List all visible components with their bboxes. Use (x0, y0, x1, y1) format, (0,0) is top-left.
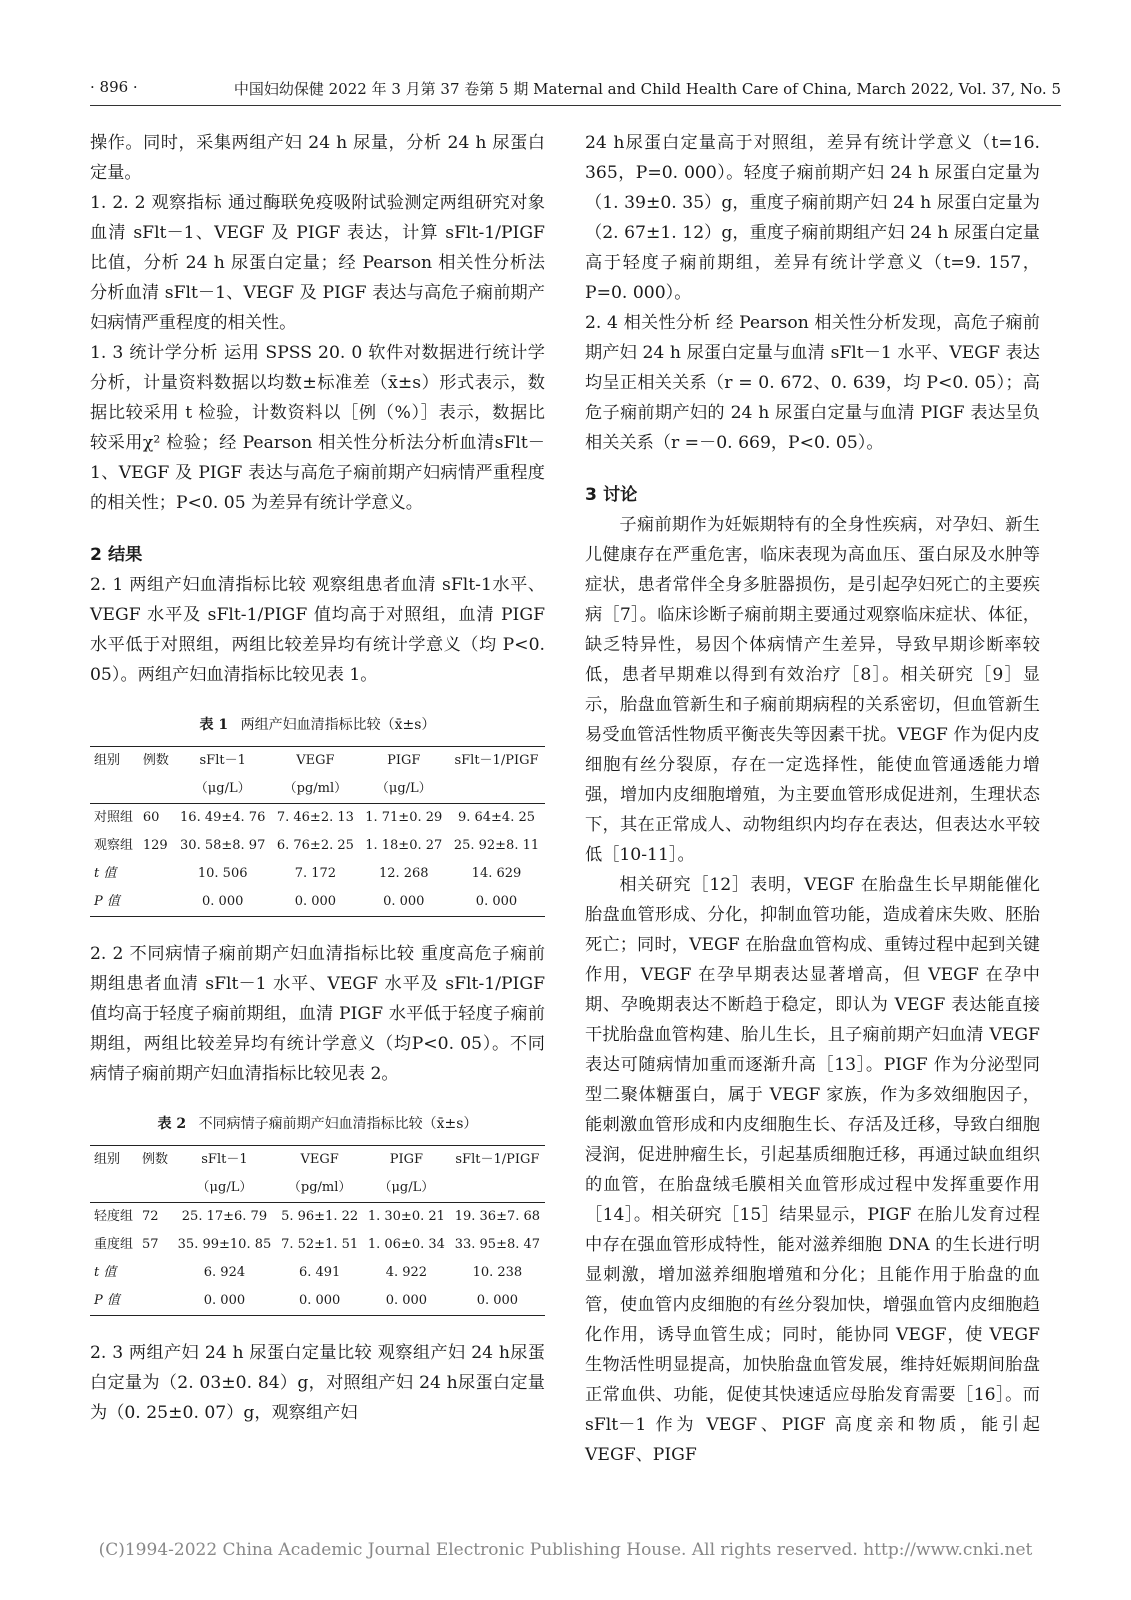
table-cell: 35. 99±10. 85 (177, 1237, 272, 1252)
table-unit (138, 1174, 173, 1203)
table-cell: 5. 96±1. 22 (281, 1209, 359, 1224)
table-cell: 6. 76±2. 25 (276, 838, 354, 853)
table-unit: （μg/L） (360, 775, 448, 804)
table-unit (139, 775, 174, 804)
paragraph: 2. 4 相关性分析 经 Pearson 相关性分析发现，高危子痫前期产妇 24 h 尿蛋白定量与血清 sFlt－1 水平、VEGF 表达均呈正相关关系（r = 0. 672、0. 639，均 P<0. 05）；高危子痫前期产妇的 24 h 尿蛋白定量与血清 PIGF 表达呈负相关关系（r =－0. 669，P<0. 05）。 (585, 313, 1040, 453)
table-cell: t 值 (94, 866, 117, 881)
table-header: 组别 (90, 747, 139, 776)
table-cell: 14. 629 (471, 866, 522, 881)
table-cell: 0. 000 (450, 1287, 545, 1316)
table-header: PIGF (360, 747, 448, 776)
table-cell: 60 (142, 810, 160, 825)
table-cell: 10. 506 (197, 866, 248, 881)
table-header: sFlt－1 (174, 747, 271, 776)
table-unit (450, 1174, 545, 1203)
journal-line: 中国妇幼保健 2022 年 3 月第 37 卷第 5 期 Maternal and Child Health Care of China, March 2022, Vol. 37, No. 5 (233, 80, 1061, 98)
table-cell: 6. 924 (203, 1265, 246, 1280)
table-cell: 对照组 (94, 810, 134, 825)
page-number: · 896 · (90, 78, 138, 96)
table-cell (139, 860, 174, 888)
table-header: sFlt－1/PIGF (448, 747, 545, 776)
table-cell: 72 (141, 1209, 159, 1224)
table-cell: 0. 000 (276, 1287, 363, 1316)
table-row (90, 1203, 545, 1232)
table-row (90, 832, 545, 860)
table-row (90, 1287, 545, 1316)
table-header: VEGF (271, 747, 359, 776)
table-title: 两组产妇血清指标比较（x̄±s） (240, 717, 436, 733)
table-header: sFlt－1 (173, 1146, 277, 1175)
table-row (90, 860, 545, 888)
table-unit: （μg/L） (173, 1174, 277, 1203)
table-cell: P 值 (90, 1287, 138, 1316)
right-column (585, 128, 1040, 1470)
table-header: PIGF (363, 1146, 450, 1175)
table-row (90, 1231, 545, 1259)
table-cell: 7. 52±1. 51 (281, 1237, 359, 1252)
running-header (90, 78, 1061, 106)
table-cell: 7. 46±2. 13 (276, 810, 354, 825)
table-header: 组别 (90, 1146, 138, 1175)
table-cell: 0. 000 (173, 1287, 277, 1316)
table-unit: （μg/L） (174, 775, 271, 804)
table-cell: P 值 (90, 888, 139, 917)
table-cell: t 值 (94, 1265, 117, 1280)
table-cell: 10. 238 (472, 1265, 523, 1280)
paragraph: 24 h尿蛋白定量高于对照组，差异有统计学意义（t=16. 365，P=0. 000）。轻度子痫前期产妇 24 h 尿蛋白定量为（1. 39±0. 35）g，重度子痫前期产妇 24 h 尿蛋白定量为（2. 67±1. 12）g，重度子痫前期组产妇 24 h 尿蛋白定量高于轻度子痫前期组，差异有统计学意义（t=9. 157，P=0. 000）。 (585, 133, 1040, 303)
table-cell: 4. 922 (385, 1265, 428, 1280)
table-cell: 6. 491 (298, 1265, 341, 1280)
paragraph: 2. 2 不同病情子痫前期产妇血清指标比较 重度高危子痫前期组患者血清 sFlt－1 水平、VEGF 水平及 sFlt-1/PIGF 值均高于轻度子痫前期组，血清 PIGF 水平低于轻度子痫前期组，两组比较差异均有统计学意义（均P<0. 05）。不同病情子痫前期产妇血清指标比较见表 2。 (90, 944, 545, 1084)
table-cell: 7. 172 (294, 866, 337, 881)
table-title: 不同病情子痫前期产妇血清指标比较（x̄±s） (198, 1116, 478, 1132)
table-cell: 重度组 (94, 1237, 134, 1252)
table-unit (448, 775, 545, 804)
table-cell (138, 1287, 173, 1316)
table-cell: 0. 000 (448, 888, 545, 917)
table-cell: 1. 06±0. 34 (367, 1237, 445, 1252)
table-caption (90, 710, 545, 740)
table-cell: 1. 18±0. 27 (365, 838, 443, 853)
table-label: 表 2 (157, 1116, 187, 1132)
table-unit: （μg/L） (363, 1174, 450, 1203)
table-cell: 12. 268 (378, 866, 429, 881)
table-cell: 观察组 (94, 838, 134, 853)
table-2 (90, 1145, 545, 1316)
table-cell: 0. 000 (271, 888, 359, 917)
table-caption (90, 1109, 545, 1139)
table-cell: 30. 58±8. 97 (180, 838, 266, 853)
table-cell: 0. 000 (174, 888, 271, 917)
table-row (90, 804, 545, 833)
table-unit: （pg/ml） (271, 775, 359, 804)
copyright-footer: (C)1994-2022 China Academic Journal Electronic Publishing House. All rights reserved. http://www.cnki.net (98, 1540, 1033, 1560)
table-cell: 9. 64±4. 25 (457, 810, 536, 825)
table-unit: （pg/ml） (276, 1174, 363, 1203)
table-1 (90, 746, 545, 917)
table-cell: 0. 000 (360, 888, 448, 917)
left-column (90, 128, 545, 1428)
paragraph: 1. 3 统计学分析 运用 SPSS 20. 0 软件对数据进行统计学分析，计量资料数据以均数±标准差（x̄±s）形式表示，数据比较采用 t 检验，计数资料以［例（%）］表示，数据比较采用χ² 检验；经 Pearson 相关性分析法分析血清sFlt－1、VEGF 及 PIGF 表达与高危子痫前期产妇病情严重程度的相关性；P<0. 05 为差异有统计学意义。 (90, 343, 545, 513)
table-cell: 25. 17±6. 79 (181, 1209, 268, 1224)
table-cell (138, 1259, 173, 1287)
table-cell: 16. 49±4. 76 (180, 810, 266, 825)
table-cell: 轻度组 (94, 1209, 134, 1224)
table-header: 例数 (139, 747, 174, 776)
table-cell (139, 888, 174, 917)
table-header: 例数 (138, 1146, 173, 1175)
table-cell: 129 (142, 838, 168, 853)
table-cell: 57 (141, 1237, 159, 1252)
section-heading: 3 讨论 (585, 485, 638, 505)
table-cell: 25. 92±8. 11 (453, 838, 540, 853)
table-header: VEGF (276, 1146, 363, 1175)
table-row (90, 888, 545, 917)
table-row (90, 1259, 545, 1287)
table-cell: 33. 95±8. 47 (454, 1237, 541, 1252)
paragraph: 1. 2. 2 观察指标 通过酶联免疫吸附试验测定两组研究对象血清 sFlt－1、VEGF 及 PIGF 表达，计算 sFlt-1/PIGF 比值，分析 24 h 尿蛋白定量；经 Pearson 相关性分析法分析血清 sFlt－1、VEGF 及 PIGF 表达与高危子痫前期产妇病情严重程度的相关性。 (90, 193, 545, 333)
section-heading: 2 结果 (90, 545, 143, 565)
table-unit (90, 1174, 138, 1203)
table-cell: 19. 36±7. 68 (454, 1209, 541, 1224)
table-unit (90, 775, 139, 804)
paragraph: 相关研究［12］表明，VEGF 在胎盘生长早期能催化胎盘血管形成、分化，抑制血管功能，造成着床失败、胚胎死亡；同时，VEGF 在胎盘血管构成、重铸过程中起到关键作用，VEGF 在孕早期表达显著增高，但 VEGF 在孕中期、孕晚期表达不断趋于稳定，即认为 VEGF 表达能直接干扰胎盘血管构建、胎儿生长，且子痫前期产妇血清 VEGF 表达可随病情加重而逐渐升高［13］。PIGF 作为分泌型同型二聚体糖蛋白，属于 VEGF 家族，作为多效细胞因子，能刺激血管形成和内皮细胞生长、存活及迁移，导致白细胞浸润，促进肿瘤生长，引起基质细胞迁移，再通过缺血组织的血管，在胎盘绒毛膜相关血管形成过程中发挥重要作用［14］。相关研究［15］结果显示，PIGF 在胎儿发育过程中存在强血管形成特性，能对滋养细胞 DNA 的生长进行明显刺激，增加滋养细胞增殖和分化；且能作用于胎盘的血管，使血管内皮细胞的有丝分裂加快，增强血管内皮细胞趋化作用，诱导血管生成；同时，能协同 VEGF，使 VEGF 生物活性明显提高，加快胎盘血管发展，维持妊娠期间胎盘正常血供、功能，促使其快速适应母胎发育需要［16］。而 sFlt－1 作为 VEGF、PIGF 高度亲和物质，能引起 VEGF、PIGF (585, 875, 1040, 1465)
table-cell: 1. 71±0. 29 (365, 810, 443, 825)
table-cell: 0. 000 (363, 1287, 450, 1316)
paragraph: 2. 3 两组产妇 24 h 尿蛋白定量比较 观察组产妇 24 h尿蛋白定量为（2. 03±0. 84）g，对照组产妇 24 h尿蛋白定量为（0. 25±0. 07）g，观察组产妇 (90, 1343, 545, 1423)
paragraph: 操作。同时，采集两组产妇 24 h 尿量，分析 24 h 尿蛋白定量。 (90, 133, 545, 183)
paragraph: 子痫前期作为妊娠期特有的全身性疾病，对孕妇、新生儿健康存在严重危害，临床表现为高血压、蛋白尿及水肿等症状，患者常伴全身多脏器损伤，是引起孕妇死亡的主要疾病［7］。临床诊断子痫前期主要通过观察临床症状、体征，缺乏特异性，易因个体病情产生差异，导致早期诊断率较低，患者早期难以得到有效治疗［8］。相关研究［9］显示，胎盘血管新生和子痫前期病程的关系密切，但血管新生易受血管活性物质平衡丧失等因素干扰。VEGF 作为促内皮细胞有丝分裂原，存在一定选择性，能使血管通透能力增强，增加内皮细胞增殖，为主要血管形成促进剂，生理状态下，其在正常成人、动物组织内均存在表达，但表达水平较低［10-11］。 (585, 515, 1040, 865)
table-header: sFlt－1/PIGF (450, 1146, 545, 1175)
paragraph: 2. 1 两组产妇血清指标比较 观察组患者血清 sFlt-1水平、VEGF 水平及 sFlt-1/PIGF 值均高于对照组，血清 PIGF 水平低于对照组，两组比较差异均有统计学意义（均 P<0. 05）。两组产妇血清指标比较见表 1。 (90, 575, 545, 685)
table-label: 表 1 (199, 717, 229, 733)
table-cell: 1. 30±0. 21 (367, 1209, 445, 1224)
